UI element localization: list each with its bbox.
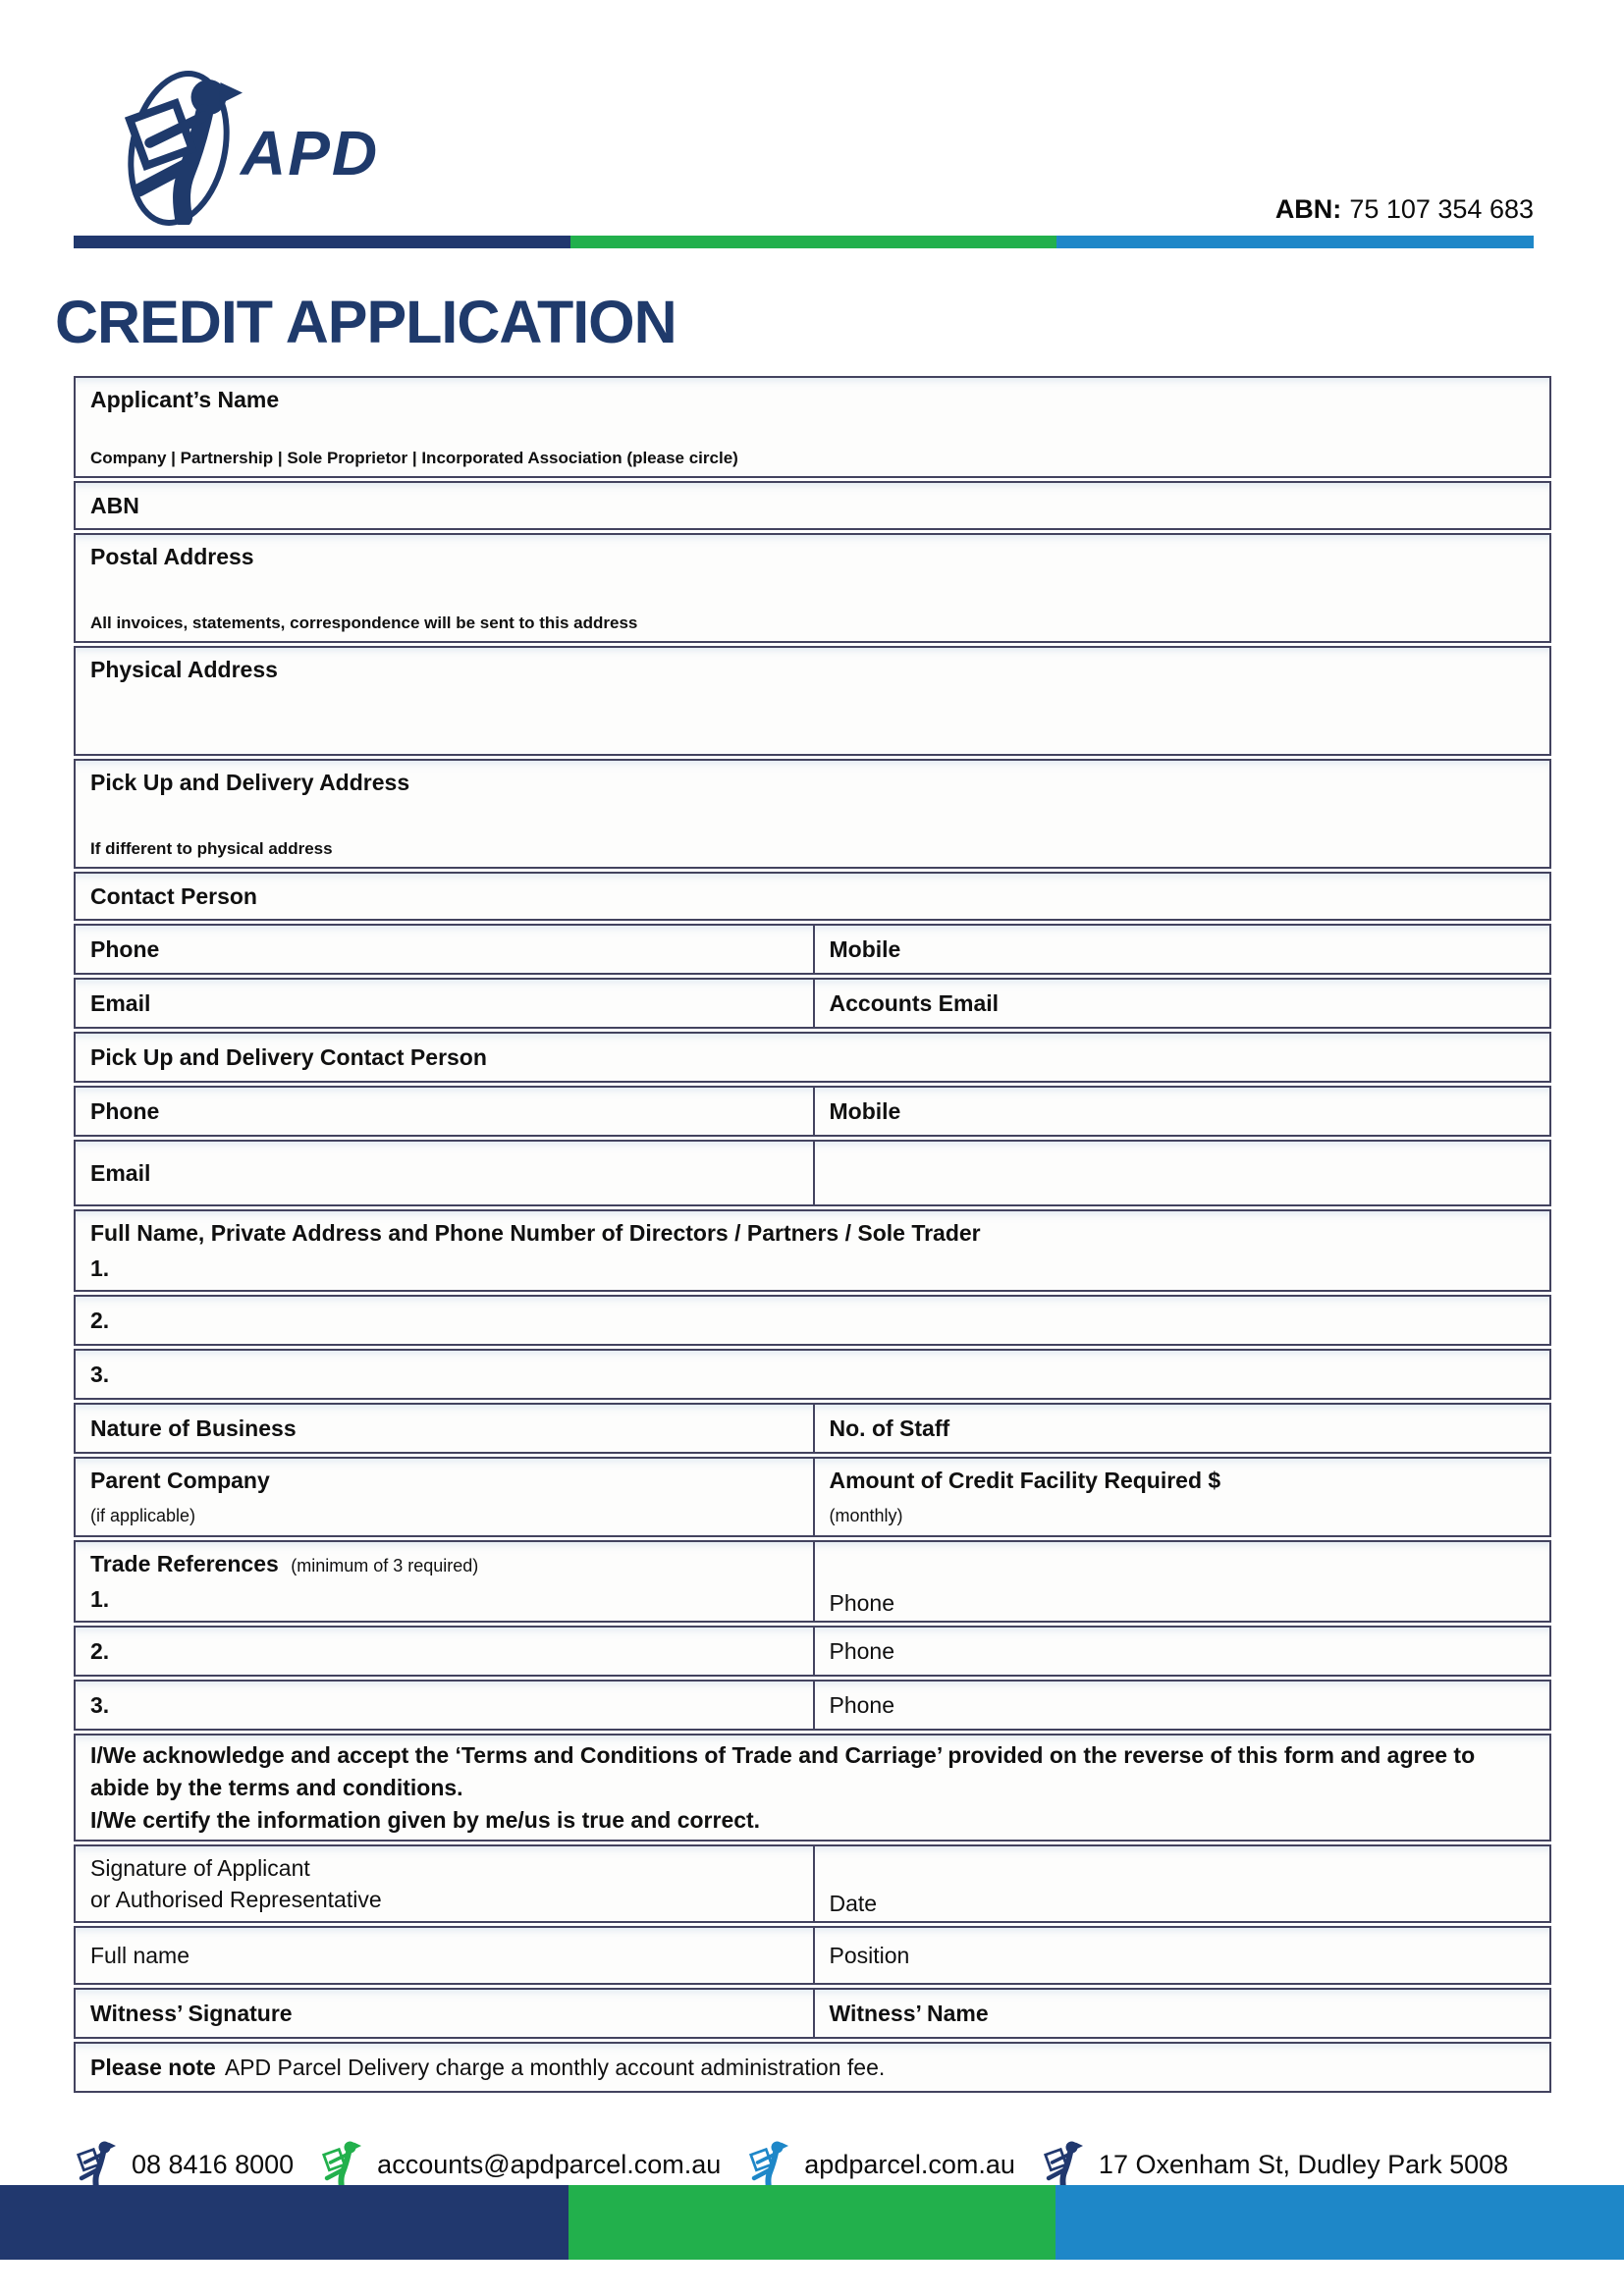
row-pickup-delivery-address bbox=[74, 759, 1551, 869]
footer-phone-text: 08 8416 8000 bbox=[132, 2149, 295, 2179]
phone-label: Phone bbox=[90, 936, 160, 962]
directors-header-label: Full Name, Private Address and Phone Number of Directors / Partners / Sole Trader bbox=[90, 1220, 981, 1246]
footer-website-text: apdparcel.com.au bbox=[804, 2149, 1015, 2179]
row-director-2 bbox=[74, 1295, 1551, 1346]
credit-application-form bbox=[74, 376, 1551, 2096]
logo-text: APD bbox=[241, 118, 380, 188]
brand-stripe-top bbox=[74, 236, 1534, 248]
contact-person-label: Contact Person bbox=[90, 883, 257, 909]
trade-ref-1-phone-label: Phone bbox=[829, 1590, 895, 1616]
email-label: Email bbox=[90, 990, 151, 1016]
row-abn bbox=[74, 481, 1551, 530]
postal-address-note: All invoices, statements, correspondence will be sent to this address bbox=[90, 614, 638, 632]
footer-address bbox=[1041, 2140, 1508, 2189]
row-physical-address bbox=[74, 646, 1551, 756]
row-applicant-name bbox=[74, 376, 1551, 478]
pickup-phone-label: Phone bbox=[90, 1098, 160, 1124]
parent-company-label: Parent Company bbox=[90, 1468, 270, 1493]
stripe-navy-segment bbox=[74, 236, 570, 248]
trade-ref-2-number: 2. bbox=[90, 1638, 110, 1664]
mobile-label: Mobile bbox=[829, 936, 901, 962]
credit-facility-note: (monthly) bbox=[829, 1506, 903, 1525]
row-trade-references bbox=[74, 1540, 1551, 1623]
acknowledgment-line-1: I/We acknowledge and accept the ‘Terms and Conditions of Trade and Carriage’ provided on the reverse of this form and agree to abide by the terms and conditions. bbox=[90, 1741, 1476, 1800]
row-nature-staff bbox=[74, 1403, 1551, 1454]
runner-icon bbox=[74, 2140, 123, 2189]
stripe-green-segment bbox=[570, 236, 1056, 248]
nature-of-business-label: Nature of Business bbox=[90, 1415, 297, 1441]
note-text: APD Parcel Delivery charge a monthly account administration fee. bbox=[224, 2054, 886, 2080]
abn-field-label: ABN bbox=[90, 493, 139, 518]
director-1-number: 1. bbox=[90, 1255, 110, 1281]
footer-email-text: accounts@apdparcel.com.au bbox=[377, 2149, 722, 2179]
signature-label-line-2: or Authorised Representative bbox=[90, 1887, 382, 1912]
trade-ref-2-phone-label: Phone bbox=[829, 1638, 895, 1664]
pickup-contact-person-label: Pick Up and Delivery Contact Person bbox=[90, 1044, 487, 1070]
full-name-label: Full name bbox=[90, 1943, 189, 1968]
row-pickup-phone-mobile bbox=[74, 1086, 1551, 1137]
no-of-staff-label: No. of Staff bbox=[829, 1415, 950, 1441]
apd-logo bbox=[98, 45, 403, 246]
footer-address-text: 17 Oxenham St, Dudley Park 5008 bbox=[1098, 2149, 1509, 2179]
row-contact-person bbox=[74, 872, 1551, 921]
signature-label-line-1: Signature of Applicant bbox=[90, 1855, 310, 1881]
director-2-number: 2. bbox=[90, 1308, 110, 1333]
physical-address-label: Physical Address bbox=[90, 657, 278, 682]
runner-icon bbox=[1041, 2140, 1090, 2189]
row-postal-address bbox=[74, 533, 1551, 643]
stripe-green-segment bbox=[568, 2185, 1056, 2260]
footer-email bbox=[319, 2140, 721, 2189]
credit-facility-label: Amount of Credit Facility Required $ bbox=[829, 1468, 1221, 1493]
runner-icon bbox=[319, 2140, 368, 2189]
row-admin-fee-note bbox=[74, 2042, 1551, 2093]
note-emphasis: Please note bbox=[90, 2054, 216, 2080]
abn-value: 75 107 354 683 bbox=[1349, 194, 1534, 224]
trade-ref-3-number: 3. bbox=[90, 1692, 110, 1718]
row-signature-date bbox=[74, 1844, 1551, 1923]
stripe-blue-segment bbox=[1056, 2185, 1624, 2260]
position-label: Position bbox=[829, 1943, 910, 1968]
director-3-number: 3. bbox=[90, 1362, 110, 1387]
page-title: CREDIT APPLICATION bbox=[55, 289, 677, 355]
parent-company-note: (if applicable) bbox=[90, 1506, 196, 1525]
trade-references-header bbox=[90, 1550, 798, 1577]
row-fullname-position bbox=[74, 1926, 1551, 1985]
entity-type-options: Company | Partnership | Sole Proprietor | Incorporated Association (please circle) bbox=[90, 449, 738, 467]
row-contact-phone-mobile bbox=[74, 924, 1551, 975]
row-trade-ref-2 bbox=[74, 1626, 1551, 1677]
pickup-address-label: Pick Up and Delivery Address bbox=[90, 770, 410, 795]
stripe-blue-segment bbox=[1056, 236, 1534, 248]
row-trade-ref-3 bbox=[74, 1680, 1551, 1731]
trade-ref-1-number: 1. bbox=[90, 1586, 110, 1612]
row-pickup-email bbox=[74, 1140, 1551, 1206]
postal-address-label: Postal Address bbox=[90, 544, 254, 569]
row-contact-email bbox=[74, 978, 1551, 1029]
date-label: Date bbox=[829, 1891, 878, 1916]
row-acknowledgment bbox=[74, 1734, 1551, 1842]
row-directors-header bbox=[74, 1209, 1551, 1292]
witness-name-label: Witness’ Name bbox=[829, 2001, 989, 2026]
footer-contact-strip bbox=[74, 2140, 1508, 2189]
row-witness bbox=[74, 1988, 1551, 2039]
stripe-navy-segment bbox=[0, 2185, 568, 2260]
abn-line bbox=[1275, 194, 1534, 225]
pickup-mobile-label: Mobile bbox=[829, 1098, 901, 1124]
abn-label: ABN: bbox=[1274, 194, 1342, 224]
trade-references-note: (minimum of 3 required) bbox=[291, 1556, 479, 1575]
pickup-address-note: If different to physical address bbox=[90, 839, 333, 858]
pickup-email-label: Email bbox=[90, 1160, 151, 1186]
acknowledgment-line-2: I/We certify the information given by me/us is true and correct. bbox=[90, 1806, 761, 1833]
applicant-name-label: Applicant’s Name bbox=[90, 387, 280, 412]
brand-stripe-bottom bbox=[0, 2185, 1624, 2260]
trade-ref-3-phone-label: Phone bbox=[829, 1692, 895, 1718]
footer-phone bbox=[74, 2140, 294, 2189]
witness-signature-label: Witness’ Signature bbox=[90, 2001, 293, 2026]
row-director-3 bbox=[74, 1349, 1551, 1400]
footer-website bbox=[746, 2140, 1015, 2189]
runner-icon bbox=[746, 2140, 795, 2189]
row-pickup-contact-person bbox=[74, 1032, 1551, 1083]
row-parent-credit bbox=[74, 1457, 1551, 1537]
trade-references-label: Trade References bbox=[90, 1551, 279, 1576]
accounts-email-label: Accounts Email bbox=[829, 990, 1000, 1016]
